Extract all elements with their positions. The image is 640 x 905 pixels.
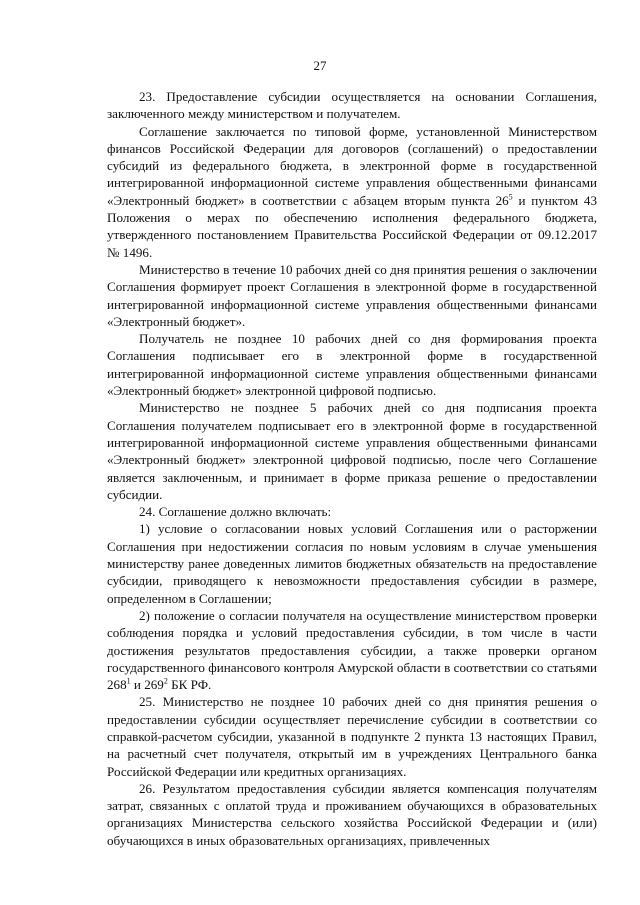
paragraph-26: 26. Результатом предоставления субсидии является компенсация получателям затрат, связанных с оплатой труда и проживанием обучающихся в образовательных организациях Министерства сельского хозяйства Российской Федерации и (или) обучающихся в иных образовательных организациях, привлеченных: [107, 780, 597, 848]
paragraph-24-item-1: 1) условие о согласовании новых условий Соглашения или о расторжении Соглашения при недостижении согласия по новым условиям в случае уменьшения министерству ранее доведенных лимитов бюджетных обязательств на предоставление субсидии, приводящего к невозможности предоставления субсидии в размере, определенном в Соглашении;: [107, 521, 597, 606]
paragraph-text: 2) положение о согласии получателя на осуществление министерством проверки соблюдения порядка и условий предоставления субсидии, в том числе в части достижения результатов предоставления субсидии, а также проверки органом государственного финансового контроля Амурской области в соответствии со статьями 268: [107, 607, 597, 693]
superscript: 5: [508, 192, 513, 202]
superscript: 1: [126, 676, 131, 686]
paragraph-23: 23. Предоставление субсидии осуществляется на основании Соглашения, заключенного между министерством и получателем.: [107, 89, 597, 122]
paragraph-text: БК РФ.: [167, 677, 212, 693]
paragraph-24: 24. Соглашение должно включать:: [139, 504, 332, 520]
paragraph-24-item-2: [107, 607, 597, 693]
document-body: [107, 88, 597, 849]
superscript: 2: [163, 676, 168, 686]
paragraph-ministry-draft: Министерство в течение 10 рабочих дней со дня принятия решения о заключении Соглашения формирует проект Соглашения в электронной форме в государственной интегрированной информационной системе управления общественными финансами «Электронный бюджет».: [107, 261, 597, 329]
paragraph-recipient-signs: Получатель не позднее 10 рабочих дней со дня формирования проекта Соглашения подписывает его в электронной форме в государственной интегрированной информационной системе управления общественными финансами «Электронный бюджет» электронной цифровой подписью.: [107, 331, 597, 399]
paragraph-agreement-form: [107, 123, 597, 261]
paragraph-25: 25. Министерство не позднее 10 рабочих дней со дня принятия решения о предоставлении субсидии осуществляет перечисление субсидии в соответствии со справкой-расчетом субсидии, указанной в подпункте 2 пункта 13 настоящих Правил, на расчетный счет получателя, открытый им в учреждениях Центрального банка Российской Федерации или кредитных организациях.: [107, 694, 597, 779]
paragraph-ministry-signs: Министерство не позднее 5 рабочих дней со дня подписания проекта Соглашения получателем подписывает его в электронной форме в государственной интегрированной информационной системе управления общественными финансами «Электронный бюджет» электронной цифровой подписью, после чего Соглашение является заключенным, и принимает в форме приказа решение о предоставлении субсидии.: [107, 400, 597, 502]
page-number: 27: [313, 58, 327, 73]
paragraph-text: и 269: [130, 677, 164, 693]
paragraph-text: и пунктом 43 Положения о мерах по обеспечению исполнения федерального бюджета, утвержденного постановлением Правительства Российской Федерации от 09.12.2017 № 1496.: [107, 192, 598, 260]
paragraph-text: Соглашение заключается по типовой форме, установленной Министерством финансов Российской Федерации для договоров (соглашений) о предоставлении субсидий из федерального бюджета, в электронной форме в государственной интегрированной информационной системе управления общественными финансами «Электронный бюджет» в соответствии с абзацем вторым пункта 26: [107, 123, 597, 208]
